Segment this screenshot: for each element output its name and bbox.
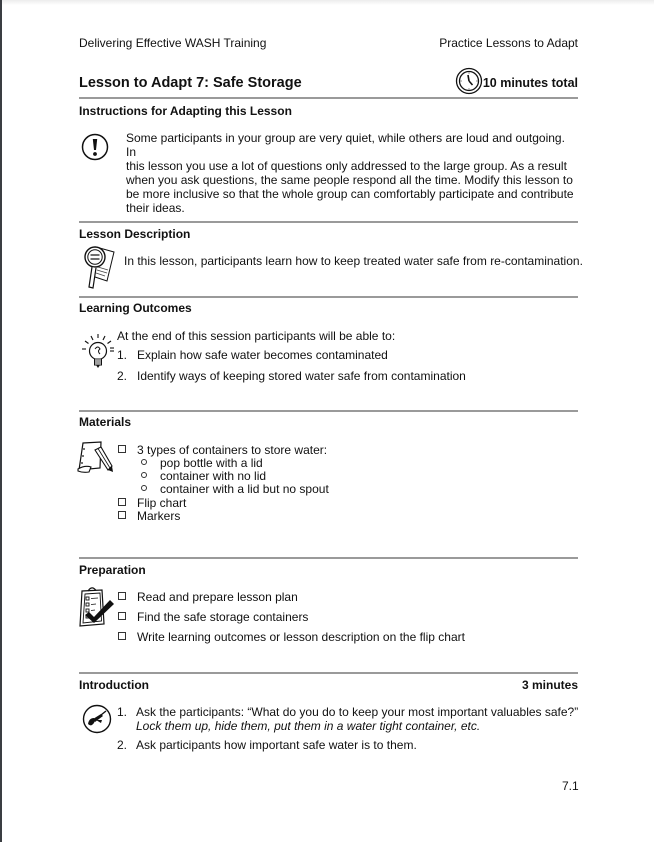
list-number: 1.	[117, 348, 128, 362]
divider	[79, 557, 578, 559]
list-text: Ask participants how important safe water is to them.	[136, 738, 417, 752]
materials-sub-item	[141, 469, 266, 483]
materials-item-text: 3 types of containers to store water:	[137, 443, 328, 457]
materials-item	[118, 496, 186, 510]
viewer-left-edge	[0, 0, 2, 842]
list-text: Explain how safe water becomes contaminated	[137, 348, 388, 362]
materials-sub-item-text: container with a lid but no spout	[160, 482, 329, 496]
list-item	[117, 705, 578, 719]
running-header-left: Delivering Effective WASH Training	[79, 36, 267, 50]
magnifier-document-icon	[82, 243, 120, 291]
instructions-line: this lesson you use a lot of questions only addressed to the large group. As a result	[126, 159, 567, 173]
lightbulb-icon	[80, 333, 116, 373]
section-heading-preparation: Preparation	[79, 563, 146, 577]
section-heading-description: Lesson Description	[79, 227, 191, 241]
bullet-circle-icon	[141, 472, 147, 478]
bullet-circle-icon	[141, 459, 147, 465]
list-text: Identify ways of keeping stored water safe from contamination	[137, 369, 466, 383]
materials-item-text: Markers	[137, 509, 181, 523]
instructions-line: be more inclusive so that the whole group can comfortably participate and contribute	[126, 187, 574, 201]
section-heading-introduction: Introduction	[79, 678, 149, 692]
divider	[79, 296, 578, 298]
materials-item	[118, 509, 180, 523]
divider	[79, 672, 578, 674]
description-text: In this lesson, participants learn how to keep treated water safe from re-contamination.	[124, 254, 583, 268]
list-number: 2.	[117, 738, 128, 752]
checkbox-icon	[118, 592, 126, 600]
checkbox-icon	[118, 632, 126, 640]
page-number: 7.1	[562, 779, 579, 793]
expected-answer: Lock them up, hide them, put them in a water tight container, etc.	[136, 719, 481, 733]
list-text: Ask the participants: “What do you do to keep your most important valuables safe?”	[136, 705, 579, 719]
total-duration: 10 minutes total	[482, 76, 578, 90]
clock-icon	[455, 67, 483, 95]
preparation-item-text: Read and prepare lesson plan	[137, 590, 298, 604]
section-heading-instructions: Instructions for Adapting this Lesson	[79, 104, 292, 118]
checkbox-icon	[118, 511, 126, 519]
outcomes-intro: At the end of this session participants will be able to:	[117, 329, 396, 343]
checkbox-icon	[118, 445, 126, 453]
list-item	[117, 738, 417, 752]
instructions-line: Some participants in your group are very quiet, while others are loud and outgoing. In	[126, 131, 565, 159]
notepad-pencil-icon	[75, 440, 115, 476]
clipboard-check-icon	[76, 586, 116, 628]
bullet-circle-icon	[141, 485, 147, 491]
hand-pointer-icon	[82, 704, 112, 734]
checkbox-icon	[118, 612, 126, 620]
instructions-paragraph	[126, 131, 576, 215]
instructions-line: when you ask questions, the same people respond all the time. Modify this lesson to	[126, 173, 573, 187]
exclamation-icon	[81, 133, 109, 161]
list-item	[117, 369, 466, 383]
list-number: 2.	[117, 369, 128, 383]
materials-sub-item-text: pop bottle with a lid	[160, 456, 263, 470]
section-heading-materials: Materials	[79, 415, 132, 429]
preparation-item-text: Find the safe storage containers	[137, 610, 309, 624]
running-header-right: Practice Lessons to Adapt	[439, 36, 578, 50]
checkbox-icon	[118, 498, 126, 506]
preparation-item	[118, 610, 308, 624]
divider	[79, 97, 578, 99]
preparation-item	[118, 590, 298, 604]
list-number: 1.	[117, 705, 128, 719]
section-heading-outcomes: Learning Outcomes	[79, 301, 192, 315]
materials-sub-item	[141, 456, 263, 470]
introduction-duration: 3 minutes	[521, 678, 578, 692]
instructions-line: their ideas.	[126, 201, 185, 215]
viewer-top-shade	[2, 0, 654, 5]
divider	[79, 410, 578, 412]
preparation-item-text: Write learning outcomes or lesson description on the flip chart	[137, 630, 465, 644]
list-item	[117, 348, 388, 362]
materials-sub-item	[141, 482, 329, 496]
page-title: Lesson to Adapt 7: Safe Storage	[79, 75, 302, 91]
materials-item-text: Flip chart	[137, 496, 187, 510]
materials-sub-item-text: container with no lid	[160, 469, 267, 483]
preparation-item	[118, 630, 465, 644]
materials-item	[118, 443, 327, 457]
divider	[79, 221, 578, 223]
